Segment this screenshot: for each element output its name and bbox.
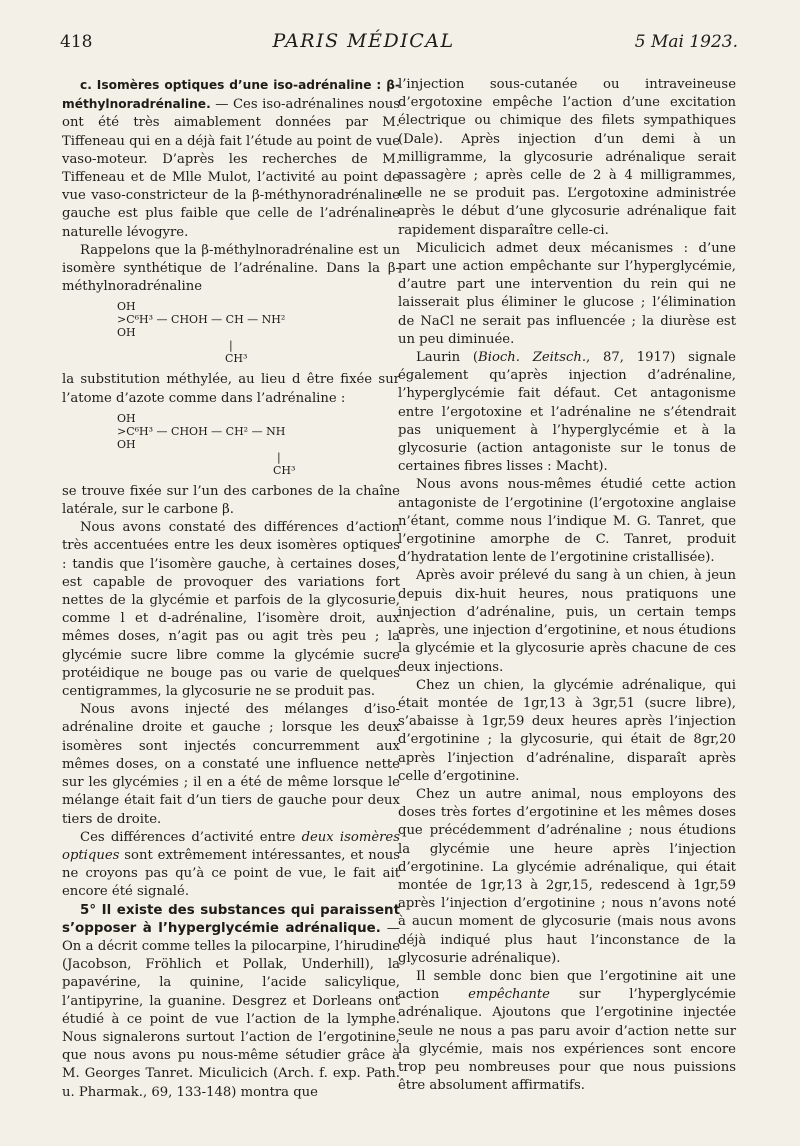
paragraph: Nous avons injecté des mélanges d’iso-adrénaline droite et gauche ; lorsque les deux isomères sont injectés concurremment aux mêmes doses, on a constaté une influence nette sur les glycémies ; il en a été de même lorsque le mélange était fait d’un tiers de gauche pour deux tiers de droite. [62, 702, 400, 827]
paragraph: Nous avons constaté des différences d’action très accentuées entre les deux isomères optiques : tandis que l’isomère gauche, à certaines doses, est capable de provoquer des variations fort nettes de la glycémie et parfois de la glycosurie, comme l et d-adrénaline, l’isomère droit, aux mêmes doses, n’agit pas ou agit très peu ; la glycémie sucre libre comme la glycémie sucre protéidique ne bouge pas ou varie de quelques centigrammes, la glycosurie ne se produit pas. [62, 520, 400, 700]
section-c-paragraph: c. Isomères optiques d’une iso-adrénaline : β-méthylnoradrénaline. — Ces iso-adrénalines nous ont été très aimablement données par M. Tiffeneau qui en a déjà fait l’étude au point de vue vaso-moteur. D’après les recherches de M. Tiffeneau et de Mlle Mulot, l’activité au point de vue vaso-constricteur de la β-méthynoradrénaline gauche est plus faible que celle de l’adrénaline naturelle lévogyre. [62, 78, 400, 240]
section-5-paragraph: 5° Il existe des substances qui paraissent s’opposer à l’hyperglycémie adrénalique. — On a décrit comme telles la pilocarpine, l’hirudine (Jacobson, Fröhlich et Pollak, Underhill), la papavérine, la quinine, l’acide salicylique, l’antipyrine, la guanine. Desgrez et Dorleans ont étudié à ce point de vue l’action de la lymphe. Nous signalerons surtout l’action de l’ergotinine, que nous avons pu nous-même sétudier grâce à M. Georges Tanret. Miculicich (Arch. f. exp. Path. u. Pharmak., 69, 133-148) montra que [62, 902, 400, 1100]
section-5-heading: 5° Il existe des substances qui paraissent s’opposer à l’hyperglycémie adrénalique. [62, 902, 400, 936]
paragraph: Chez un autre animal, nous employons des doses très fortes d’ergotinine et les mêmes doses que précédemment d’adrénaline ; nous étudions la glycémie une heure après l’injection d’ergotinine. La glycémie adrénalique, qui était montée de 1gr,13 à 2gr,15, redescend à 1gr,59 après l’injection d’ergotinine ; nous n’avons noté à aucun moment de glycosurie (mais nous avons déjà indiqué plus haut l’inconstance de la glycosurie adrénalique). [398, 786, 736, 966]
paragraph: l’injection sous-cutanée ou intraveineuse d’ergotoxine empêche l’action d’une excitation électrique ou chimique des filets sympathiques (Dale). Après injection d’un demi à un milligramme, la glycosurie adrénalique serait passagère ; après celle de 2 à 4 milligrammes, elle ne se produit pas. L’ergotoxine administrée après le début d’une glycosurie adrénalique fait rapidement disparaître celle-ci. [398, 77, 736, 238]
formula-adrenaline: OH >C⁶H³ — CHOH — CH² — NH OH | CH³ [117, 411, 296, 477]
paragraph: se trouve fixée sur l’un des carbones de la chaîne latérale, sur le carbone β. [62, 483, 400, 518]
paragraph: Ces différences d’activité entre deux isomères optiques sont extrêmement intéressantes, et nous ne croyons pas qu’à ce point de vue, le fait ait encore été signalé. [62, 829, 401, 900]
left-column [62, 76, 400, 1102]
page-number: 418 [60, 32, 93, 52]
journal-title: PARIS MÉDICAL [272, 30, 455, 52]
right-column [398, 76, 736, 1095]
formula-beta-methylnoradrenaline: OH >C⁶H³ — CHOH — CH — NH² OH | CH³ [117, 300, 286, 366]
paragraph: Laurin (Bioch. Zeitsch., 87, 1917) signale également qu’après injection d’adrénaline, l’hyperglycémie fait défaut. Cet antagonisme entre l’ergotoxine et l’adrénaline ne s’étendrait pas uniquement à l’hyperglycémie et à la glycosurie (action antagoniste sur le tonus de certaines fibres lisses : Macht). [398, 350, 736, 475]
paragraph: la substitution méthylée, au lieu d être fixée sur l’atome d’azote comme dans l’adrénaline : [62, 372, 400, 406]
paragraph: Rappelons que la β-méthylnoradrénaline est un isomère synthétique de l’adrénaline. Dans la β-méthylnoradrénaline [62, 242, 400, 295]
paragraph: Chez un chien, la glycémie adrénalique, qui était montée de 1gr,13 à 3gr,51 (sucre libre), s’abaisse à 1gr,59 deux heures après l’injection d’ergotinine ; la glycosurie, qui était de 8gr,20 après l’injection d’adrénaline, disparaît après celle d’ergotinine. [398, 677, 736, 784]
paragraph: Il semble donc bien que l’ergotinine ait une action empêchante sur l’hyperglycémie adrénalique. Ajoutons que l’ergotinine injectée seule ne nous a pas paru avoir d’action nette sur la glycémie, mais nos expériences sont encore trop peu nombreuses pour que nous puissions être absolument affirmatifs. [398, 968, 736, 1094]
paragraph: Après avoir prélevé du sang à un chien, à jeun depuis dix-huit heures, nous pratiquons une injection d’adrénaline, puis, un certain temps après, une injection d’ergotinine, et nous étudions la glycémie et la glycosurie après chacune de ces deux injections. [398, 568, 736, 675]
paragraph: Miculicich admet deux mécanismes : d’une part une action empêchante sur l’hyperglycémie, d’autre part une intervention du rein qui ne laisserait plus éliminer le glucose ; l’élimination de NaCl ne serait pas influencée ; la diurèse est un peu diminuée. [398, 240, 736, 347]
section-c-heading: c. Isomères optiques d’une iso-adrénaline : β-méthylnoradrénaline. [62, 78, 400, 112]
paragraph: Nous avons nous-mêmes étudié cette action antagoniste de l’ergotinine (l’ergotoxine anglaise n’étant, comme nous l’indique M. G. Tanret, que l’ergotinine amorphe de C. Tanret, produit d’hydratation lente de l’ergotinine cristallisée). [398, 477, 736, 566]
issue-date: 5 Mai 1923. [634, 32, 738, 52]
running-header [60, 30, 738, 70]
